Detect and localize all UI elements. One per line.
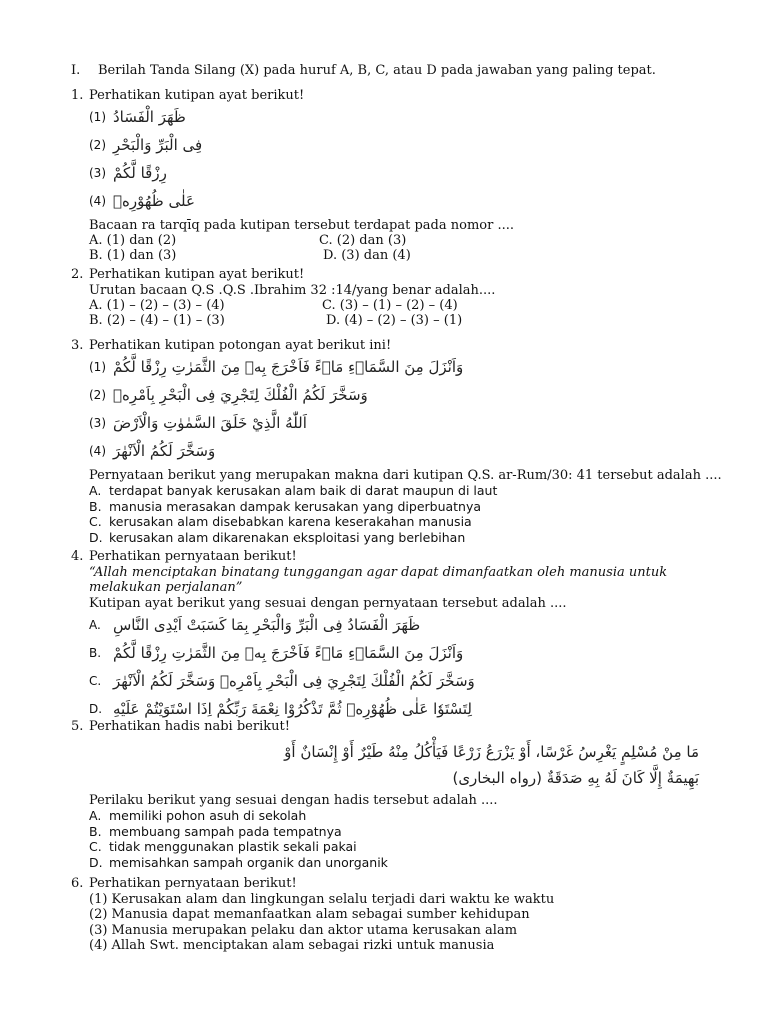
question-prompt: Bacaan ra tarqīq pada kutipan tersebut terdapat pada nomor .... xyxy=(89,217,514,233)
statement-item: (2) Manusia dapat memanfaatkan alam sebagai sumber kehidupan xyxy=(89,907,530,923)
option-d[interactable]: D. (3) dan (4) xyxy=(323,248,411,264)
question-number: 4. xyxy=(71,549,84,564)
option-a[interactable]: A. (1) – (2) – (3) – (4) xyxy=(89,298,225,314)
question-stem: Perhatikan kutipan ayat berikut! xyxy=(89,267,305,282)
arabic-text: وَاَنْزَلَ مِنَ السَّمَاۤءِ مَاۤءً فَاَخْرَجَ بِهٖ مِنَ الثَّمَرٰتِ رِزْقًا لَّكُمْ xyxy=(113,357,464,376)
option-d[interactable]: D. لِتَسْتَوٗا عَلٰى ظُهُوْرِهٖ ثُمَّ تَذْكُرُوْا نِعْمَةَ رَبِّكُمْ اِذَا اسْتَوَيْتُمْ عَلَيْهِ xyxy=(89,699,472,718)
arabic-text: ظَهَرَ الْفَسَادُ فِى الْبَرِّ وَالْبَحْرِ بِمَا كَسَبَتْ اَيْدِى النَّاسِ xyxy=(113,615,421,634)
option-a[interactable]: A. ظَهَرَ الْفَسَادُ فِى الْبَرِّ وَالْبَحْرِ بِمَا كَسَبَتْ اَيْدِى النَّاسِ xyxy=(89,615,421,634)
statement-item: (4) Allah Swt. menciptakan alam sebagai rizki untuk manusia xyxy=(89,938,495,954)
arabic-text: اَللّٰهُ الَّذِيْ خَلَقَ السَّمٰوٰتِ وَالْاَرْضَ xyxy=(113,413,307,432)
question-stem: Perhatikan pernyataan berikut! xyxy=(89,876,297,891)
answer-options xyxy=(89,298,728,329)
question-prompt: Urutan bacaan Q.S .Q.S .Ibrahim 32 :14/yang benar adalah.... xyxy=(89,282,496,298)
hadis-text-line-1: مَا مِنْ مُسْلِمٍ يَغْرِسُ غَرْسًا، أَوْ يَزْرَعُ زَرْعًا فَيَأْكُلُ مِنْهُ طَيْرٌ أَوْ إِنْسَانٌ أَوْ xyxy=(284,742,699,761)
question-number: 1. xyxy=(71,88,84,103)
option-b[interactable]: B. (2) – (4) – (1) – (3) xyxy=(89,313,225,329)
question-5 xyxy=(71,719,728,871)
answer-options xyxy=(89,233,728,264)
hadis-block xyxy=(119,735,699,791)
question-number: 6. xyxy=(71,876,84,891)
question-number: 2. xyxy=(71,267,84,282)
question-prompt: Pernyataan berikut yang merupakan makna dari kutipan Q.S. ar-Rum/30: 41 tersebut adalah .... xyxy=(89,467,722,483)
option-c[interactable]: C. kerusakan alam disebabkan karena keserakahan manusia xyxy=(89,514,472,530)
option-d[interactable]: D. memisahkan sampah organik dan unorganik xyxy=(89,854,388,870)
option-c[interactable]: C. (3) – (1) – (2) – (4) xyxy=(322,298,458,314)
option-c[interactable]: C. tidak menggunakan plastik sekali pakai xyxy=(89,839,357,855)
question-stem: Perhatikan hadis nabi berikut! xyxy=(89,719,290,734)
arabic-text: وَسَخَّرَ لَكُمُ الْفُلْكَ لِتَجْرِيَ فِى الْبَحْرِ بِاَمْرِهٖ xyxy=(113,385,368,404)
question-number: 5. xyxy=(71,719,84,734)
statement-quote: “Allah menciptakan binatang tunggangan agar dapat dimanfaatkan oleh manusia untuk xyxy=(89,564,668,580)
option-c[interactable]: C. وَسَخَّرَ لَكُمُ الْفُلْكَ لِتَجْرِيَ فِى الْبَحْرِ بِاَمْرِهٖ وَسَخَّرَ لَكُمُ الْاَنْهٰرَ xyxy=(89,671,475,690)
statement-quote-cont: melakukan perjalanan” xyxy=(89,580,243,596)
question-number: 3. xyxy=(71,338,84,353)
option-d[interactable]: D. kerusakan alam dikarenakan eksploitasi yang berlebihan xyxy=(89,529,466,545)
question-2 xyxy=(71,267,728,329)
ayat-item: (3) اَللّٰهُ الَّذِيْ خَلَقَ السَّمٰوٰتِ وَالْاَرْضَ xyxy=(89,413,307,432)
instruction-text: Berilah Tanda Silang (X) pada huruf A, B, C, atau D pada jawaban yang paling tepat. xyxy=(98,63,656,78)
ayat-item: (3) رِزْقًا لَّكُمْ xyxy=(89,163,167,182)
ayat-item: (4) عَلٰى ظُهُوْرِهٖ xyxy=(89,191,195,210)
instruction xyxy=(71,63,656,79)
arabic-text: فِى الْبَرِّ وَالْبَحْرِ xyxy=(113,135,203,154)
statement-item: (3) Manusia merupakan pelaku dan aktor utama kerusakan alam xyxy=(89,922,518,938)
option-b[interactable]: B. membuang sampah pada tempatnya xyxy=(89,823,342,839)
ayat-item: (4) وَسَخَّرَ لَكُمُ الْاَنْهٰرَ xyxy=(89,441,216,460)
arabic-text: لِتَسْتَوٗا عَلٰى ظُهُوْرِهٖ ثُمَّ تَذْكُرُوْا نِعْمَةَ رَبِّكُمْ اِذَا اسْتَوَيْتُمْ عَلَيْهِ xyxy=(113,699,472,718)
question-prompt: Kutipan ayat berikut yang sesuai dengan pernyataan tersebut adalah .... xyxy=(89,595,567,611)
option-b[interactable]: B. وَاَنْزَلَ مِنَ السَّمَاۤءِ مَاۤءً فَاَخْرَجَ بِهٖ مِنَ الثَّمَرٰتِ رِزْقًا لَّكُمْ xyxy=(89,643,464,662)
question-1 xyxy=(71,88,728,264)
option-d[interactable]: D. (4) – (2) – (3) – (1) xyxy=(326,313,463,329)
option-a[interactable]: A. terdapat banyak kerusakan alam baik di darat maupun di laut xyxy=(89,483,498,499)
option-a[interactable]: A. (1) dan (2) xyxy=(89,233,177,249)
arabic-text: وَسَخَّرَ لَكُمُ الْفُلْكَ لِتَجْرِيَ فِى الْبَحْرِ بِاَمْرِهٖ وَسَخَّرَ لَكُمُ الْاَنْهٰرَ xyxy=(113,671,475,690)
question-stem: Perhatikan pernyataan berikut! xyxy=(89,549,297,564)
arabic-text: عَلٰى ظُهُوْرِهٖ xyxy=(113,191,195,210)
arabic-text: وَسَخَّرَ لَكُمُ الْاَنْهٰرَ xyxy=(113,441,216,460)
ayat-item: (1) وَاَنْزَلَ مِنَ السَّمَاۤءِ مَاۤءً فَاَخْرَجَ بِهٖ مِنَ الثَّمَرٰتِ رِزْقًا لَّكُمْ xyxy=(89,357,464,376)
option-b[interactable]: B. (1) dan (3) xyxy=(89,248,177,264)
option-c[interactable]: C. (2) dan (3) xyxy=(319,233,407,249)
arabic-text: رِزْقًا لَّكُمْ xyxy=(113,163,167,182)
question-4 xyxy=(71,549,728,723)
section-number: I. xyxy=(71,63,81,78)
hadis-text-line-2: بَهِيمَةٌ إِلَّا كَانَ لَهُ بِهِ صَدَقَةٌ (رواه البخارى) xyxy=(452,768,699,787)
arabic-text: ظَهَرَ الْفَسَادُ xyxy=(113,107,186,126)
question-stem: Perhatikan kutipan ayat berikut! xyxy=(89,88,305,103)
question-stem: Perhatikan kutipan potongan ayat berikut ini! xyxy=(89,338,392,353)
ayat-item: (2) فِى الْبَرِّ وَالْبَحْرِ xyxy=(89,135,203,154)
question-6 xyxy=(71,876,728,954)
arabic-text: وَاَنْزَلَ مِنَ السَّمَاۤءِ مَاۤءً فَاَخْرَجَ بِهٖ مِنَ الثَّمَرٰتِ رِزْقًا لَّكُمْ xyxy=(113,643,464,662)
ayat-item: (2) وَسَخَّرَ لَكُمُ الْفُلْكَ لِتَجْرِيَ فِى الْبَحْرِ بِاَمْرِهٖ xyxy=(89,385,368,404)
ayat-item: (1) ظَهَرَ الْفَسَادُ xyxy=(89,107,186,126)
statement-item: (1) Kerusakan alam dan lingkungan selalu terjadi dari waktu ke waktu xyxy=(89,891,555,907)
question-3 xyxy=(71,338,728,546)
option-b[interactable]: B. manusia merasakan dampak kerusakan yang diperbuatnya xyxy=(89,498,482,514)
option-a[interactable]: A. memiliki pohon asuh di sekolah xyxy=(89,808,307,824)
question-prompt: Perilaku berikut yang sesuai dengan hadis tersebut adalah .... xyxy=(89,792,498,808)
